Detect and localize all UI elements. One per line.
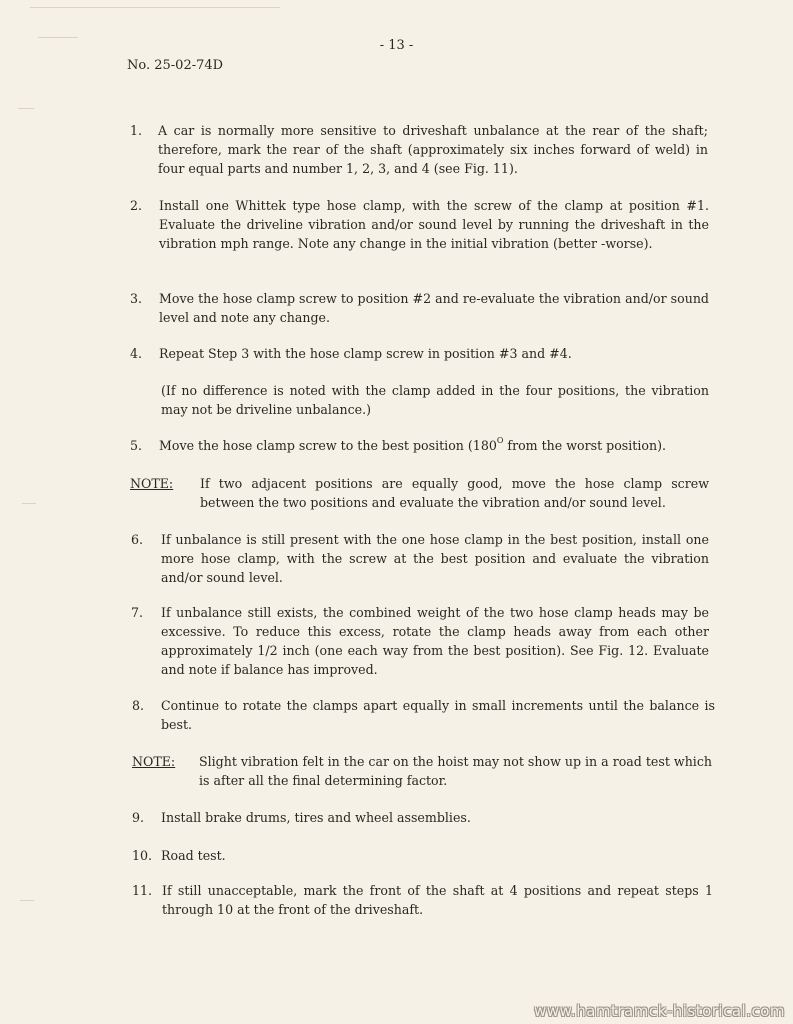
degree-superscript: O <box>496 436 504 445</box>
scan-mark-margin <box>20 900 34 901</box>
step-number: 11. <box>132 883 153 898</box>
step-text: Repeat Step 3 with the hose clamp screw in position #3 and #4. <box>159 346 572 361</box>
step-number: 6. <box>131 532 144 547</box>
step-text: Road test. <box>161 848 226 863</box>
note-1 <box>130 474 709 512</box>
step-number: 8. <box>132 698 145 713</box>
step-text: Install one Whittek type hose clamp, with the screw of the clamp at position #1. Evaluate the driveline vibration and/or sound level by running the driveshaft in the vibration mph range. Note any change in the initial vibration (better -worse). <box>159 198 709 251</box>
step-number: 4. <box>130 346 143 361</box>
document-number: No. 25-02-74D <box>127 58 224 73</box>
step-4 <box>130 344 709 363</box>
step-number: 10. <box>132 848 153 863</box>
step-text: If unbalance is still present with the one hose clamp in the best position, install one more hose clamp, with the screw at the best position and evaluate the vibration and/or sound level. <box>161 532 709 585</box>
step-2 <box>130 196 709 253</box>
step-9 <box>132 808 712 827</box>
step-8 <box>132 696 715 734</box>
step-text: Continue to rotate the clamps apart equally in small increments until the balance is best. <box>161 698 715 732</box>
step-text: If still unacceptable, mark the front of the shaft at 4 positions and repeat steps 1 through 10 at the front of the driveshaft. <box>162 883 713 917</box>
step-number: 1. <box>130 123 143 138</box>
watermark: www.hamtramck-historical.com <box>534 1002 785 1020</box>
note-label: NOTE: <box>130 476 174 491</box>
step-number: 5. <box>130 438 143 453</box>
note-2 <box>132 752 712 790</box>
step-number: 9. <box>132 810 145 825</box>
step-number: 7. <box>131 605 144 620</box>
step-4-parenthetical: (If no difference is noted with the clamp added in the four positions, the vibration may not be driveline unbalance.) <box>161 383 709 417</box>
step-10 <box>132 846 712 865</box>
step-1 <box>130 121 708 178</box>
step-text: Move the hose clamp screw to position #2 and re-evaluate the vibration and/or sound level and note any change. <box>159 291 709 325</box>
step-text-part: from the worst position). <box>503 438 666 453</box>
note-label: NOTE: <box>132 754 176 769</box>
step-text: If unbalance still exists, the combined weight of the two hose clamp heads may be excessive. To reduce this excess, rotate the clamp heads away from each other approximately 1/2 inch (one each way from the best position). See Fig. 12. Evaluate and note if balance has improved. <box>161 605 709 677</box>
step-number: 2. <box>130 198 143 213</box>
step-5 <box>130 436 710 457</box>
page-number: - 13 - <box>379 38 414 53</box>
step-text <box>159 436 710 457</box>
step-3 <box>130 289 709 327</box>
scan-mark-top <box>30 7 280 8</box>
note-text: Slight vibration felt in the car on the hoist may not show up in a road test which is after all the final determining factor. <box>199 754 712 788</box>
step-text-part: Move the hose clamp screw to the best position (180 <box>159 438 497 453</box>
step-text: A car is normally more sensitive to driveshaft unbalance at the rear of the shaft; therefore, mark the rear of the shaft (approximately six inches forward of weld) in four equal parts and number 1, 2, 3, and 4 (see Fig. 11). <box>158 123 708 176</box>
scan-mark-margin <box>18 108 34 109</box>
step-number: 3. <box>130 291 143 306</box>
step-11 <box>132 881 713 919</box>
step-7 <box>131 603 709 679</box>
step-6 <box>131 530 709 587</box>
step-text: Install brake drums, tires and wheel assemblies. <box>161 810 471 825</box>
scan-mark-margin <box>22 503 36 504</box>
note-text: If two adjacent positions are equally good, move the hose clamp screw between the two positions and evaluate the vibration and/or sound level. <box>200 476 709 510</box>
